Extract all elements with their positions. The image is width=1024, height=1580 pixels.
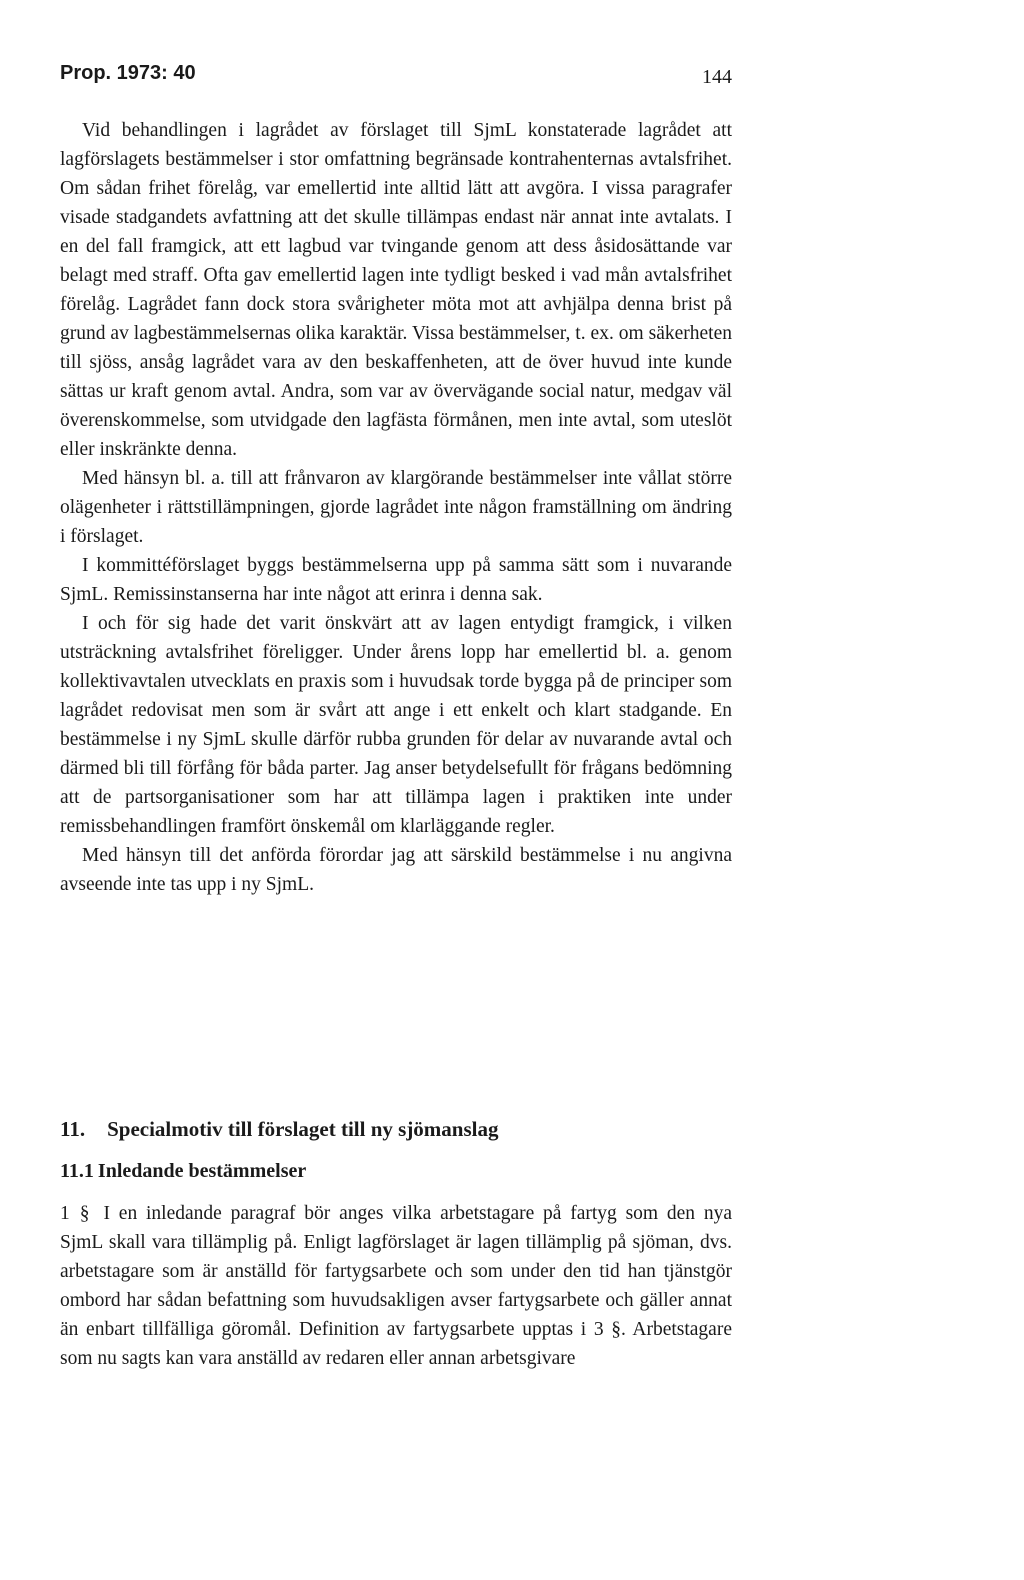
subsection-title: Inledande bestämmelser [97,1160,307,1182]
section-number: 11. [60,1117,86,1141]
section-block [60,1117,732,1373]
body-text [60,116,732,899]
section-heading [60,1117,732,1142]
section-paragraph [60,1199,732,1373]
paragraph: Med hänsyn bl. a. till att frånvaron av klargörande bestämmelser inte vållat större olägenheter i rättstillämpningen, gjorde lagrådet inte någon framställning om ändring i förslaget. [60,468,732,547]
paragraph: Vid behandlingen i lagrådet av förslaget till SjmL konstaterade lagrådet att lagförslagets bestämmelser i stor omfattning begränsade kontrahenternas avtalsfrihet. Om sådan frihet förelåg, var emellertid inte alltid lätt att avgöra. I vissa paragrafer visade stadgandets avfattning att det skulle tillämpas endast när annat inte avtalats. I en del fall framgick, att ett lagbud var tvingande genom att dess åsidosättande var belagt med straff. Ofta gav emellertid lagen inte tydligt besked i vad mån avtalsfrihet förelåg. Lagrådet fann dock stora svårigheter möta mot att avhjälpa denna brist på grund av lagbestämmelsernas olika karaktär. Vissa bestämmelser, t. ex. om säkerheten till sjöss, ansåg lagrådet vara av den beskaffenheten, att de över huvud inte kunde sättas ur kraft genom avtal. Andra, som var av övervägande social natur, medgav väl överenskommelse, som utvidgade den lagfästa förmånen, men inte avtal, som uteslöt eller inskränkte denna. [60,120,732,460]
subsection-heading [60,1160,732,1183]
subsection-number: 11.1 [60,1160,94,1182]
section-sign: § [79,1203,90,1224]
paragraph-text: I en inledande paragraf bör anges vilka arbetstagare på fartyg som den nya SjmL skall vara tillämplig på. Enligt lagförslaget är lagen tillämplig på sjöman, dvs. arbetstagare som är anställd för fartygsarbete och som under den tid han tjänstgör ombord har sådan befattning som huvudsakligen avser fartygsarbete och gäller annat än enbart tillfälliga göromål. Definition av fartygsarbete upptas i 3 §. Arbetstagare som nu sagts kan vara anställd av redaren eller annan arbetsgivare [60,1203,732,1369]
paragraph: I kommittéförslaget byggs bestämmelserna upp på samma sätt som i nuvarande SjmL. Remissinstanserna har inte något att erinra i denna sak. [60,555,732,605]
paragraph-number: 1 [60,1203,70,1224]
section-title: Specialmotiv till förslaget till ny sjömanslag [107,1117,499,1141]
running-head: Prop. 1973: 40 [60,62,196,84]
page-number: 144 [702,66,732,88]
paragraph: I och för sig hade det varit önskvärt att av lagen entydigt framgick, i vilken utsträckning avtalsfrihet föreligger. Under årens lopp har emellertid bl. a. genom kollektivavtalen utvecklats en praxis som i huvudsak torde bygga på de principer som lagrådet redovisat men som är svårt att ange i ett enkelt och klart stadgande. En bestämmelse i ny SjmL skulle därför rubba grunden för delar av nuvarande avtal och därmed bli till förfång för båda parter. Jag anser betydelsefullt för frågans bedömning att de partsorganisationer som har att tillämpa lagen i praktiken inte under remissbehandlingen framfört önskemål om klarläggande regler. [60,613,732,837]
paragraph: Med hänsyn till det anförda förordar jag att särskild bestämmelse i nu angivna avseende inte tas upp i ny SjmL. [60,845,732,895]
page-header [60,62,732,92]
